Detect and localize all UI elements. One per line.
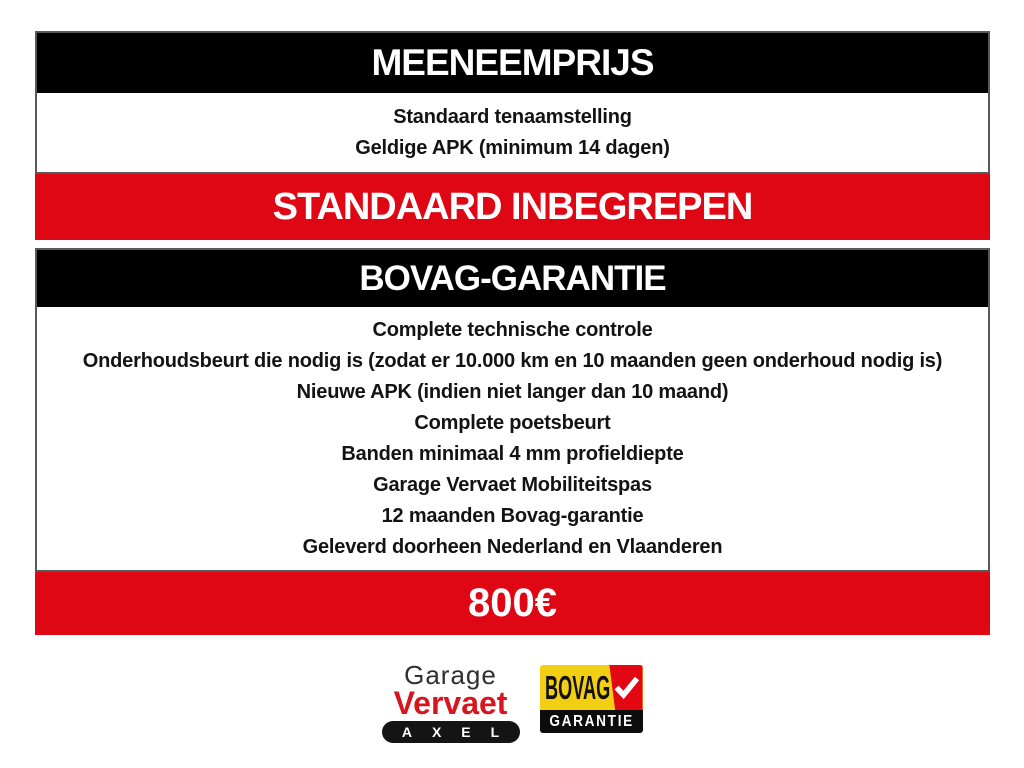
- warranty-item: Complete poetsbeurt: [414, 411, 611, 434]
- bovag-logo-brand: BOVAG: [544, 669, 610, 706]
- bovag-garantie-body: [37, 307, 988, 570]
- warranty-item: Complete technische controle: [372, 318, 653, 341]
- warranty-item: Banden minimaal 4 mm profieldiepte: [341, 442, 684, 465]
- meeneemprijs-section: [35, 31, 990, 174]
- axel-badge: [382, 721, 520, 743]
- price-banner: 800€: [35, 572, 990, 635]
- footer-logos: [0, 660, 1024, 743]
- included-item: Geldige APK (minimum 14 dagen): [355, 136, 670, 159]
- meeneemprijs-header: MEENEEMPRIJS: [37, 33, 988, 93]
- garage-vervaet-logo: [382, 660, 520, 743]
- warranty-item: Geleverd doorheen Nederland en Vlaanderen: [302, 535, 723, 558]
- checkmark-icon: [613, 676, 640, 699]
- warranty-item: Garage Vervaet Mobiliteitspas: [373, 473, 652, 496]
- vervaet-logo-text: Vervaet: [393, 685, 508, 721]
- bovag-garantie-section: [35, 248, 990, 572]
- warranty-item: 12 maanden Bovag-garantie: [381, 504, 644, 527]
- bovag-garantie-header: BOVAG-GARANTIE: [37, 250, 988, 307]
- warranty-item: Onderhoudsbeurt die nodig is (zodat er 10.000 km en 10 maanden geen onderhoud nodig is): [82, 349, 943, 372]
- warranty-item: Nieuwe APK (indien niet langer dan 10 maand): [296, 380, 729, 403]
- meeneemprijs-body: [37, 93, 988, 172]
- garage-logo-text: Garage: [404, 660, 497, 690]
- bovag-logo-bottom: [540, 710, 643, 733]
- axel-badge-label: AXEL: [401, 724, 520, 740]
- bovag-logo-top: [540, 665, 643, 710]
- standaard-inbegrepen-banner: STANDAARD INBEGREPEN: [35, 174, 990, 240]
- included-item: Standaard tenaamstelling: [393, 105, 632, 128]
- bovag-garantie-logo: [540, 665, 643, 733]
- bovag-logo-sub: GARANTIE: [549, 712, 635, 730]
